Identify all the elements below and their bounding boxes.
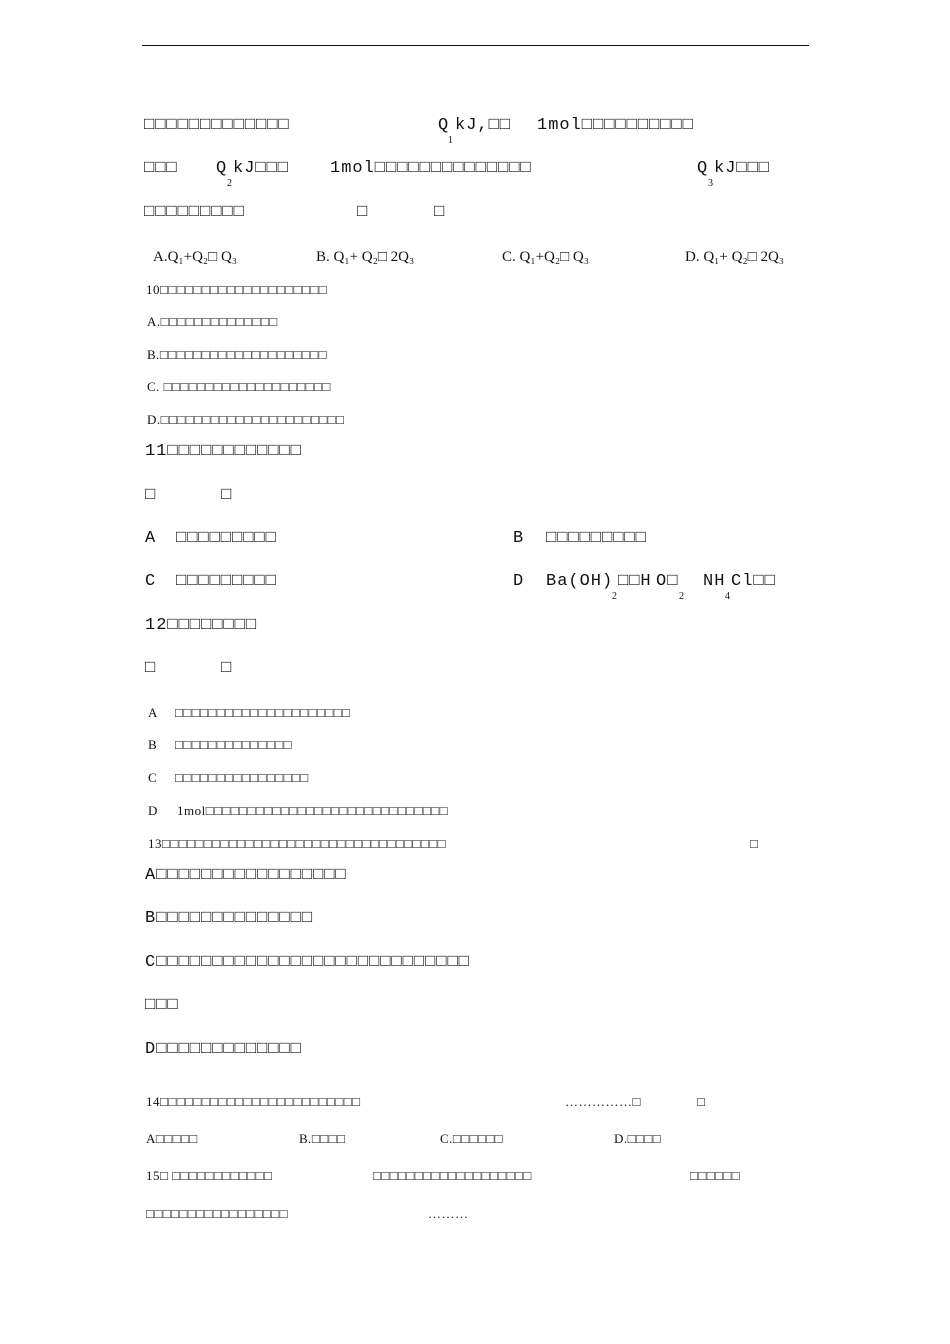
q12-paren-right: □ <box>221 659 233 678</box>
q13-option-c: C□□□□□□□□□□□□□□□□□□□□□□□□□□□□ <box>145 953 470 972</box>
q11-option-d-label: D <box>513 572 525 591</box>
q12-option-d-text: 1mol□□□□□□□□□□□□□□□□□□□□□□□□□□□□□ <box>177 803 448 818</box>
q9-q1-symbol: Q <box>438 116 450 135</box>
q14-option-b: B.□□□□ <box>299 1131 346 1146</box>
q10-stem: 10□□□□□□□□□□□□□□□□□□□□ <box>146 282 328 297</box>
q9-option-d: D. Q₁+ Q₂□ 2Q₃ <box>685 249 785 265</box>
q14-stem: 14□□□□□□□□□□□□□□□□□□□□□□□□ <box>146 1094 361 1109</box>
q14-option-a: A□□□□□ <box>146 1131 198 1146</box>
q9-q3-sub: 3 <box>708 178 713 189</box>
q11-paren-left: □ <box>145 486 157 505</box>
q9-line1-tail: 1mol□□□□□□□□□□ <box>537 116 694 135</box>
q12-option-a-label: A <box>148 705 158 720</box>
q15-line1-b: □□□□□□□□□□□□□□□□□□□ <box>373 1168 532 1183</box>
q14-paren-right: □ <box>697 1094 706 1109</box>
q9-line2-text: □□□ <box>144 159 178 178</box>
q15-line1-a: 15□ □□□□□□□□□□□□ <box>146 1168 273 1183</box>
q9-option-c: C. Q₁+Q₂□ Q₃ <box>502 249 589 265</box>
q14-dots: ……………□ <box>565 1094 641 1109</box>
q11-option-a-text: □□□□□□□□□ <box>176 529 277 548</box>
q15-line1-c: □□□□□□ <box>690 1168 741 1183</box>
q9-q1-sub: 1 <box>448 135 453 146</box>
header-rule <box>142 45 809 46</box>
q11-option-d-sub2: 2 <box>679 591 684 602</box>
q14-option-c: C.□□□□□□ <box>440 1131 504 1146</box>
q11-option-d-text4: NH <box>703 572 726 591</box>
q11-option-a-label: A <box>145 529 157 548</box>
q9-line1-unit: kJ,□□ <box>455 116 512 135</box>
q9-line2-mid: 1mol□□□□□□□□□□□□□□ <box>330 159 532 178</box>
q11-option-b-text: □□□□□□□□□ <box>546 529 647 548</box>
q11-option-d-sub3: 4 <box>725 591 730 602</box>
q13-option-d: D□□□□□□□□□□□□□ <box>145 1040 302 1059</box>
q9-paren-left: □ <box>357 203 369 222</box>
q13-stem: 13□□□□□□□□□□□□□□□□□□□□□□□□□□□□□□□□□□ <box>148 836 446 851</box>
q13-stem-end: □ <box>750 836 759 851</box>
q11-option-d-text5: Cl□□ <box>731 572 776 591</box>
q12-option-c-label: C <box>148 770 158 785</box>
q12-option-b-text: □□□□□□□□□□□□□□ <box>175 737 292 752</box>
q11-option-d-text2: □□H <box>618 572 652 591</box>
q9-paren-right: □ <box>434 203 446 222</box>
q9-line2-unit: kJ□□□ <box>233 159 290 178</box>
q9-line1-text: □□□□□□□□□□□□□ <box>144 116 290 135</box>
q11-option-b-label: B <box>513 529 525 548</box>
q9-q2-symbol: Q <box>216 159 228 178</box>
q11-stem: 11□□□□□□□□□□□□ <box>145 442 302 461</box>
q12-paren-left: □ <box>145 659 157 678</box>
q10-option-a: A.□□□□□□□□□□□□□□ <box>147 314 278 329</box>
q12-option-d-label: D <box>148 803 158 818</box>
q9-option-b: B. Q₁+ Q₂□ 2Q₃ <box>316 249 415 265</box>
q9-line3-text: □□□□□□□□□ <box>144 203 245 222</box>
q12-option-b-label: B <box>148 737 158 752</box>
q13-option-a: A□□□□□□□□□□□□□□□□□ <box>145 866 347 885</box>
q10-option-c: C. □□□□□□□□□□□□□□□□□□□□ <box>147 379 331 394</box>
q11-paren-right: □ <box>221 486 233 505</box>
q12-option-c-text: □□□□□□□□□□□□□□□□ <box>175 770 309 785</box>
q11-option-d-text3: O□ <box>656 572 679 591</box>
q9-q3-symbol: Q <box>697 159 709 178</box>
q13-option-b: B□□□□□□□□□□□□□□ <box>145 909 314 928</box>
q13-option-c-continued: □□□ <box>145 996 179 1015</box>
q9-option-a: A.Q₁+Q₂□ Q₃ <box>153 249 238 265</box>
q9-line2-tail: kJ□□□ <box>714 159 771 178</box>
q12-stem: 12□□□□□□□□ <box>145 616 258 635</box>
q15-line2-dots: ……… <box>428 1206 469 1221</box>
q11-option-c-text: □□□□□□□□□ <box>176 572 277 591</box>
q11-option-d-sub1: 2 <box>612 591 617 602</box>
q11-option-c-label: C <box>145 572 157 591</box>
q12-option-a-text: □□□□□□□□□□□□□□□□□□□□□ <box>175 705 351 720</box>
q10-option-b: B.□□□□□□□□□□□□□□□□□□□□ <box>147 347 327 362</box>
q9-q2-sub: 2 <box>227 178 232 189</box>
q11-option-d-text1: Ba(OH) <box>546 572 614 591</box>
q14-option-d: D.□□□□ <box>614 1131 662 1146</box>
q15-line2-a: □□□□□□□□□□□□□□□□□ <box>146 1206 288 1221</box>
q10-option-d: D.□□□□□□□□□□□□□□□□□□□□□□ <box>147 412 345 427</box>
